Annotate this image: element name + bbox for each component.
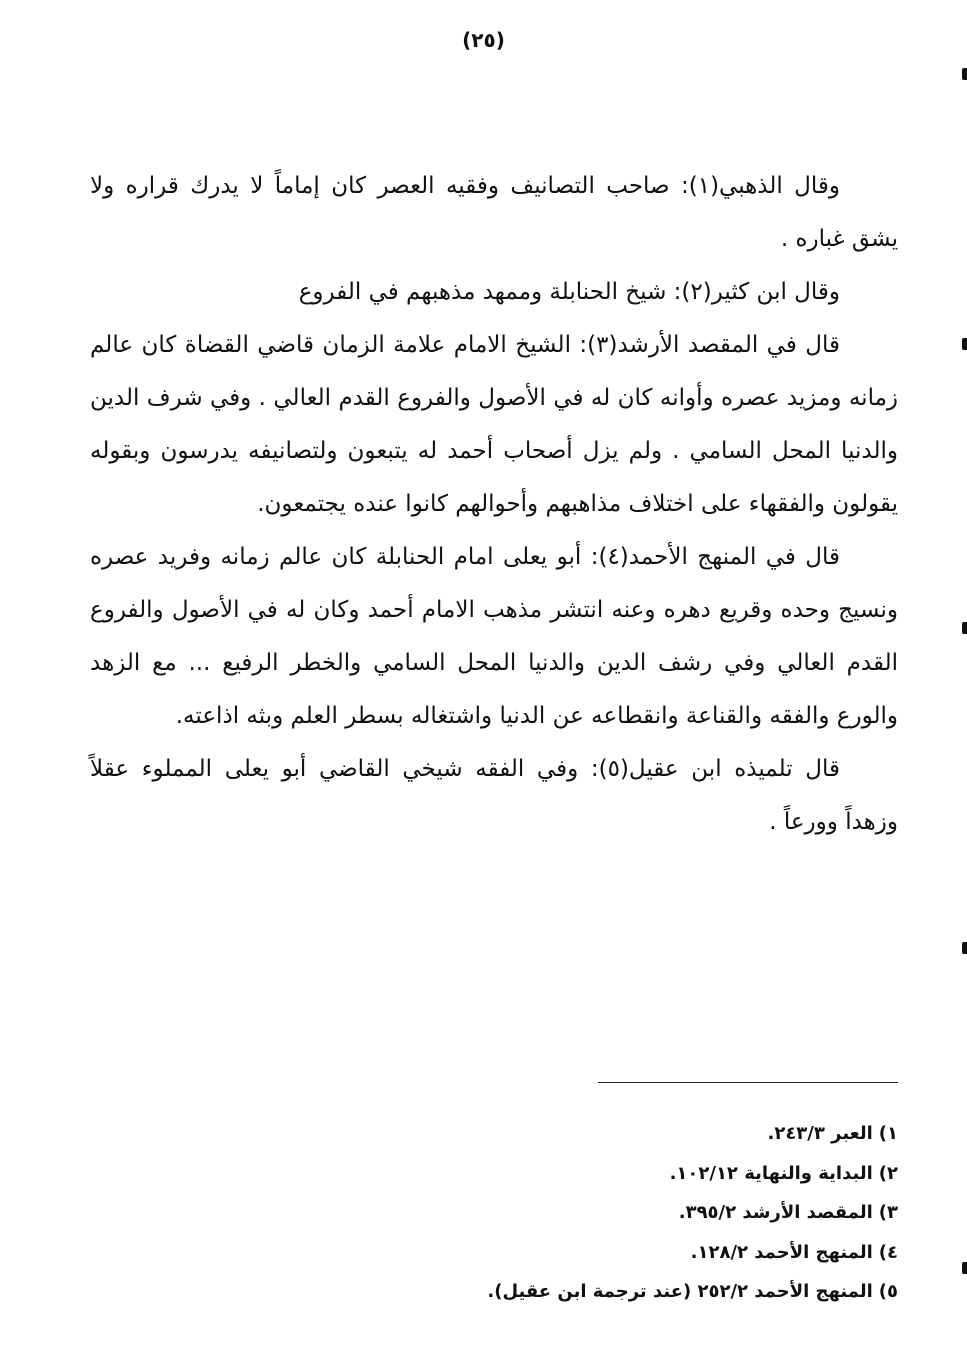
footnote-item <box>380 1233 898 1273</box>
footnote-text: البداية والنهاية ١٠٢/١٢. <box>669 1162 873 1184</box>
paragraph-maqsad-arshad: قال في المقصد الأرشد(٣): الشيخ الامام علامة الزمان قاضي القضاة كان عالم زمانه ومزيد عصره وأوانه كان له في الأصول والفروع القدم العالي . وفي شرف الدين والدنيا المحل السامي . ولم يزل أصحاب أحمد له يتبعون ولتصانيفه يدرسون وبقوله يقولون والفقهاء على اختلاف مذاهبهم وأحوالهم كانوا عنده يجتمعون. <box>90 332 898 517</box>
footnote-number: ٣) <box>878 1202 898 1223</box>
footnote-number: ١) <box>878 1123 898 1144</box>
scan-margin-mark <box>962 68 967 80</box>
paragraph-ibn-aqil: قال تلميذه ابن عقيل(٥): وفي الفقه شيخي القاضي أبو يعلى المملوء عقلاً وزهداً وورعاً . <box>90 756 898 835</box>
footnote-text: المقصد الأرشد ٣٩٥/٢. <box>678 1202 873 1223</box>
footnote-separator <box>598 1082 898 1083</box>
paragraph-ibn-kathir: وقال ابن كثير(٢): شيخ الحنابلة وممهد مذهبهم في الفروع <box>298 279 840 305</box>
footnotes <box>380 1114 898 1312</box>
footnote-text: المنهج الأحمد ١٢٨/٢. <box>690 1241 873 1263</box>
footnote-text: العبر ٢٤٣/٣. <box>767 1123 873 1144</box>
footnote-item <box>380 1114 898 1154</box>
footnote-item <box>380 1154 898 1194</box>
paragraph-dhahabi: وقال الذهبي(١): صاحب التصانيف وفقيه العصر كان إماماً لا يدرك قراره ولا يشق غباره . <box>90 173 898 252</box>
page-number: (٢٥) <box>462 28 505 52</box>
footnote-number: ٢) <box>878 1162 898 1184</box>
paragraph-manhaj-ahmad: قال في المنهج الأحمد(٤): أبو يعلى امام الحنابلة كان عالم زمانه وفريد عصره ونسيج وحده وقريع دهره وعنه انتشر مذهب الامام أحمد وكان له في الأصول والفروع القدم العالي وفي رشف الدين والدنيا المحل السامي والخطر الرفيع ... مع الزهد والورع والفقه والقناعة وانقطاعه عن الدنيا واشتغاله بسطر العلم وبثه اذاعته. <box>90 544 898 729</box>
footnote-item <box>380 1272 898 1312</box>
body-text <box>90 160 898 849</box>
scan-margin-mark <box>962 1262 967 1274</box>
footnote-text: المنهج الأحمد ٢٥٢/٢ (عند ترجمة ابن عقيل). <box>487 1281 873 1302</box>
scan-margin-mark <box>962 942 967 954</box>
footnote-number: ٤) <box>878 1241 898 1263</box>
scan-margin-mark <box>962 622 967 634</box>
footnote-number: ٥) <box>878 1281 898 1302</box>
footnote-item <box>380 1193 898 1233</box>
scan-margin-mark <box>962 338 967 350</box>
